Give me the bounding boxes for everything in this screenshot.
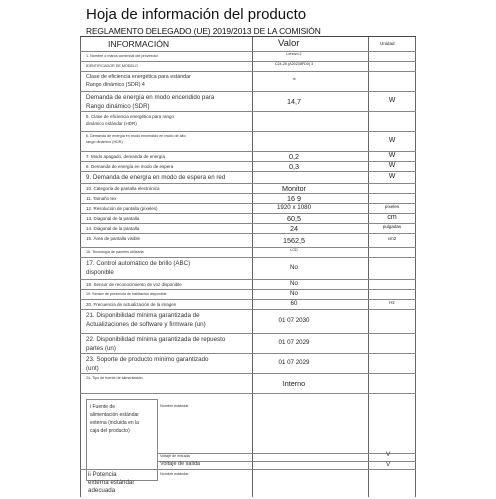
row-value: 1562,5 [283,236,305,245]
table-row [80,333,416,353]
table-row [80,257,416,279]
row-value: Interno [282,379,306,388]
row-value: 01 07 2030 [278,317,310,324]
row-unit: W [388,162,396,169]
row-unit: Hz [389,300,395,305]
column-header-value: Valor [278,38,300,49]
row-value: 0,2 [289,152,299,161]
row-value: Monitor [282,184,306,193]
input-voltage-row [158,453,416,461]
row-value: No [290,280,298,287]
row-unit: W [388,152,396,159]
row-unit: píxeles [384,204,400,209]
row-label: 17. Control automático de brillo (ABC) disponible [86,260,191,276]
table-row [80,203,416,213]
table-row [80,71,416,91]
row-label: 12. Resolución de pantalla (píxeles) [86,206,158,211]
row-label: 14. Diagonal de la pantalla [86,226,140,231]
row-label: 13. Diagonal de la pantalla [86,216,140,221]
row-label: 5. Clase de eficiencia energética para rango dinámico estándar (HDR) [86,114,175,126]
regulation-subtitle: REGLAMENTO DELEGADO (UE) 2019/2013 DE LA COMISIÓN [86,26,321,36]
table-row [80,151,416,161]
row-unit: W [388,97,396,104]
table-row [80,171,416,183]
row-value: 16 9 [287,194,301,203]
table-row [80,91,416,111]
row-label: 8. Demanda de energía en modo de espera [86,164,174,169]
row-label: 23. Soporte de producto mínimo garantizado (unt) [86,356,209,372]
standard-name-label: Nombre estándar [160,404,189,408]
external-power-label: ii Potencia externa estándar adecuada [88,471,135,494]
row-unit: cm2 [387,236,397,241]
row-label: 1. Nombre o marca comercial del proveedor [86,54,158,58]
row-unit: W [388,173,396,180]
row-label: IDENTIFICADOR DE MODELO [86,64,138,68]
row-value: C24-25 (A20238FD0) 3 [274,62,314,66]
row-value: 24 [290,224,298,233]
standard-name-label: Nombre estándar [160,472,189,476]
input-voltage-label: Voltaje de entrada [160,454,190,458]
product-info-table [80,36,416,497]
row-label: 6. Demanda de energía en modo encendido en modo de alto rango dinámico (HDR) [86,134,186,144]
row-value: 0,3 [289,162,299,171]
row-value: 1920 x 1080 [276,204,312,211]
row-label: Clase de eficiencia energética para estándar Rango dinámico (SDR) 4 [86,74,191,88]
row-label: 22. Disponibilidad mínima garantizada de repuesto partes (un) [86,336,226,352]
table-row [80,279,416,289]
row-label: 11. Tamaño tex [86,196,117,201]
table-row [80,161,416,171]
output-voltage-label: Voltaje de salida [160,461,201,467]
column-header-information: INFORMACIÓN [108,39,170,49]
table-row [80,373,416,393]
row-label: 19. Sensor de presencia de habitación disponible [86,292,167,296]
row-value: nl [292,77,296,81]
row-value: LCD [290,248,298,252]
table-row [80,213,416,223]
table-row [80,193,416,203]
page-title: Hoja de información del producto [86,6,307,23]
table-row [80,299,416,309]
table-row [80,247,416,257]
row-label: 21. Disponibilidad mínima garantizada de Actualizaciones de software y firmware (un) [86,312,206,328]
input-voltage-unit: V [386,451,391,458]
external-psu-label: i Fuente de alimentación estándar externa (incluida en la caja del producto) [90,404,139,434]
table-row [80,131,416,151]
row-value: 01 07 2029 [278,339,310,346]
output-voltage-unit: V [386,461,391,468]
row-label: 10. Categoría de pantalla electrónica [86,186,160,191]
table-row [80,309,416,333]
row-label: 16. Tecnología de paneles utilizada [86,250,144,254]
row-label: 24. Tipo de fuente de alimentación: [86,376,144,380]
row-label: 9. Demanda de energía en modo de espera en red [86,174,226,181]
table-row [80,353,416,373]
table-row [80,183,416,193]
row-value: 60 [290,300,298,307]
row-unit: W [388,137,396,144]
row-value: No [290,264,298,271]
row-label: 20. Frecuencia de actualización de la imagen [86,302,177,307]
row-label: Demanda de energía en modo encendido para Rango dinámico (SDR) [86,94,215,110]
row-unit: cm [387,214,397,221]
row-value: 60,5 [287,214,301,223]
row-value: Lenovo 2 [286,52,302,56]
row-label: 18. Sensor de reconocimiento de voz disponible [86,282,182,287]
row-value: No [290,290,298,297]
row-value: 01 07 2029 [278,359,310,366]
table-row [80,233,416,247]
table-row [80,61,416,71]
column-header-unit: Unidad [380,41,395,46]
table-row [80,289,416,299]
row-value: 14,7 [287,97,301,106]
row-unit: pulgadas [382,224,402,229]
row-label: 7. Modo apagado, demanda de energía [86,154,166,159]
table-row [80,51,416,61]
row-label: 15. Área de pantalla visible [86,236,141,241]
table-row [80,111,416,131]
table-row [80,223,416,233]
